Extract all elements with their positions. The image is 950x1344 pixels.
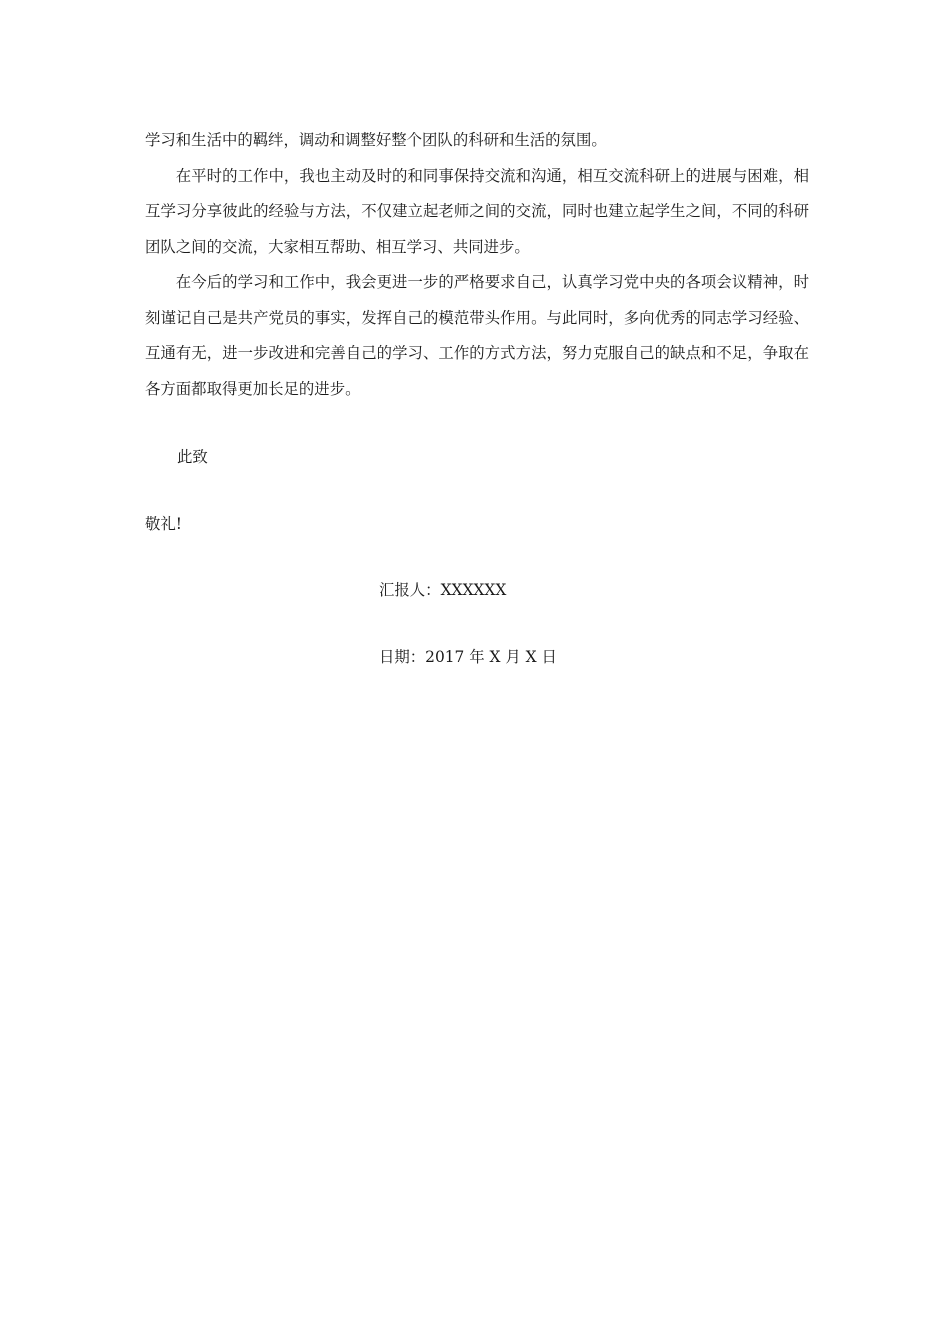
paragraph-continuation: 学习和生活中的羁绊，调动和调整好整个团队的科研和生活的氛围。	[145, 131, 607, 149]
reporter-signature: 汇报人：XXXXXX	[379, 581, 507, 599]
report-date: 日期：2017 年 X 月 X 日	[379, 648, 557, 666]
paragraph-communication: 在平时的工作中，我也主动及时的和同事保持交流和沟通，相互交流科研上的进展与困难，相互学习分享彼此的经验与方法，不仅建立起老师之间的交流，同时也建立起学生之间，不同的科研团队之间的交流，大家相互帮助、相互学习、共同进步。	[145, 166, 809, 256]
letter-body	[145, 123, 809, 407]
paragraph-future-plans: 在今后的学习和工作中，我会更进一步的严格要求自己，认真学习党中央的各项会议精神，时刻谨记自己是共产党员的事实，发挥自己的模范带头作用。与此同时，多向优秀的同志学习经验、互通有无，进一步改进和完善自己的学习、工作的方式方法，努力克服自己的缺点和不足，争取在各方面都取得更加长足的进步。	[145, 273, 809, 398]
closing-regards: 敬礼!	[145, 515, 182, 533]
closing-salutation: 此致	[177, 448, 208, 466]
